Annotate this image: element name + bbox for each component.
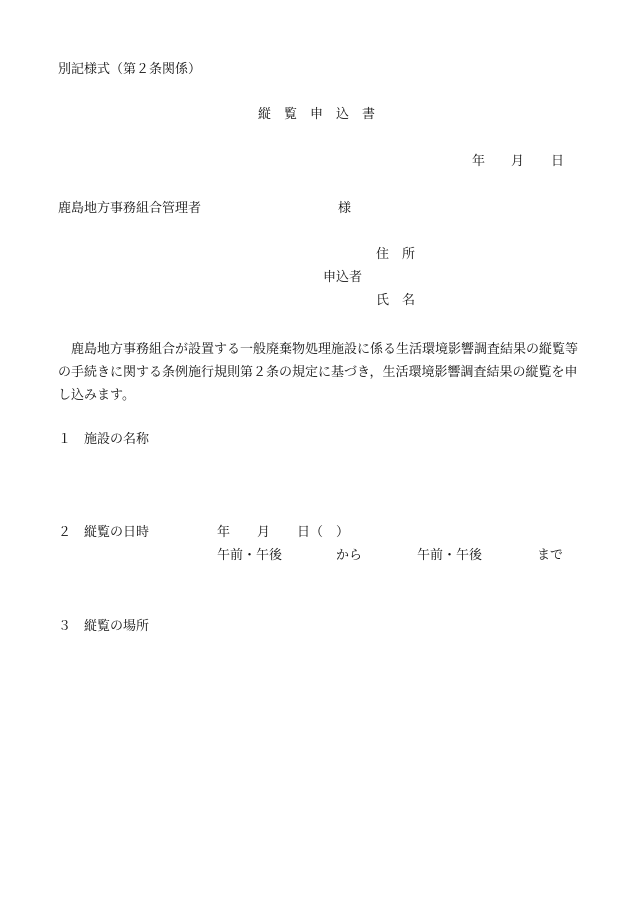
item-2-date-day: 日（ ） <box>297 525 350 540</box>
item-2-label: 縦覧の日時 <box>84 525 150 540</box>
date-day: 日 <box>551 154 565 169</box>
date-year: 年 <box>472 154 486 169</box>
document-title: 縦 覧 申 込 書 <box>258 107 376 122</box>
item-2-number: ２ <box>58 525 72 540</box>
item-2-date-month: 月 <box>257 525 271 540</box>
body-text: 鹿島地方事務組合が設置する一般廃棄物処理施設に係る生活環境影響調査結果の縦覧等の手続きに関する条例施行規則第２条の規定に基づき，生活環境影響調査結果の縦覧を申し込みます。 <box>58 342 579 403</box>
item-1-label: 施設の名称 <box>84 432 150 447</box>
item-3-number: ３ <box>58 619 72 634</box>
item-2-from-text: から <box>336 548 363 563</box>
applicant-address-label: 住 所 <box>376 247 416 262</box>
item-2-date-year: 年 <box>217 525 231 540</box>
body-paragraph <box>58 338 578 407</box>
applicant-label: 申込者 <box>323 270 363 285</box>
addressee-name: 鹿島地方事務組合管理者 <box>58 201 202 216</box>
item-1-number: １ <box>58 432 72 447</box>
form-label: 別記様式（第２条関係） <box>58 62 202 77</box>
item-2-time-from: 午前・午後 <box>217 548 283 563</box>
applicant-name-label: 氏 名 <box>376 293 416 308</box>
item-3-label: 縦覧の場所 <box>84 619 150 634</box>
item-2-time-to: 午前・午後 <box>417 548 483 563</box>
item-2-until-text: まで <box>537 548 564 563</box>
addressee-honorific: 様 <box>338 201 352 216</box>
date-month: 月 <box>511 154 525 169</box>
